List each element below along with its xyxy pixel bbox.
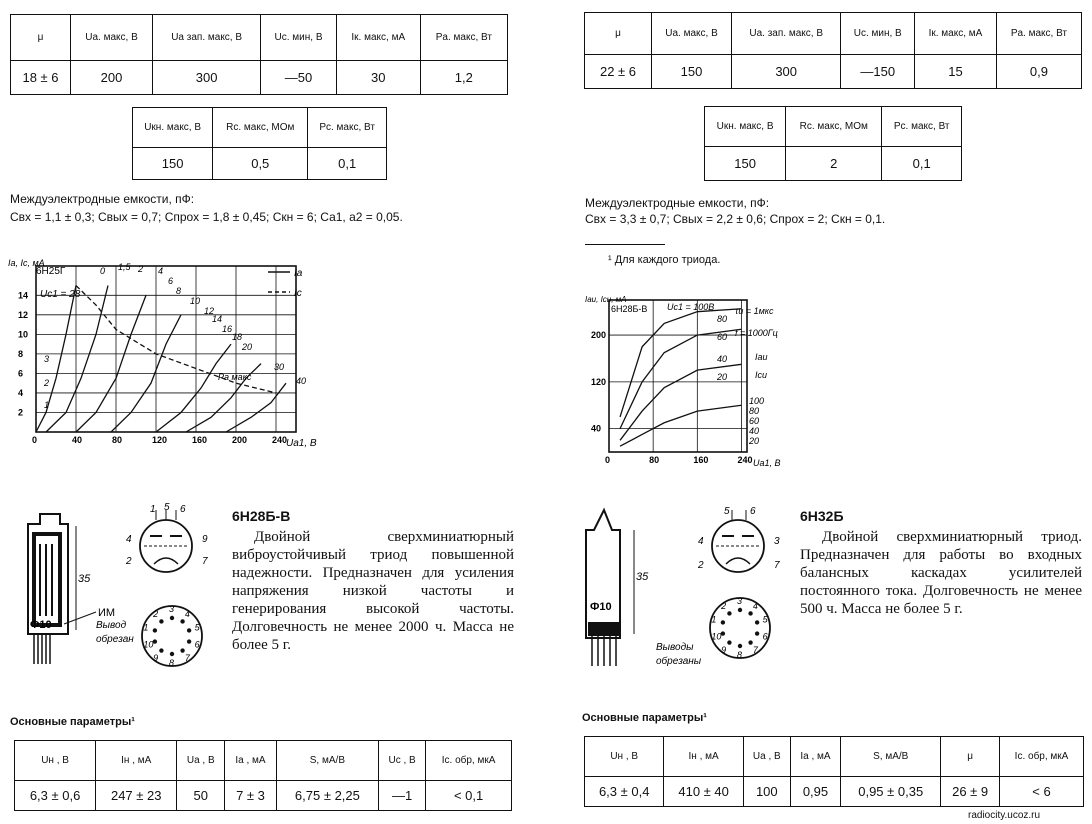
header-cell: μ [11, 15, 71, 61]
value-cell: 150 [133, 148, 213, 180]
curve-label: 1,5 [118, 262, 131, 272]
series-line [620, 405, 741, 446]
pin-label: 9 [202, 534, 208, 545]
y-tick-label: 2 [18, 407, 24, 418]
pin-dot [180, 619, 184, 623]
pin-number: 4 [752, 601, 758, 612]
header-cell: S, мА/В [841, 737, 941, 777]
y-tick-label: 10 [18, 329, 29, 340]
value-cell: 26 ± 9 [941, 777, 1000, 807]
header-cell: Pс. макс, Вт [308, 108, 387, 148]
curve-label: 0 [100, 266, 106, 276]
chart-xlabel: Uа1, В [753, 458, 781, 468]
diameter-dimension: Ф10 [30, 619, 52, 631]
curve-label: 4 [158, 266, 164, 276]
pin-dot [187, 639, 191, 643]
y-tick-label: 12 [18, 309, 29, 320]
pin-label: 4 [698, 536, 704, 547]
header-cell: Pа. макс, Вт [996, 13, 1081, 55]
header-cell: Iн , мА [96, 741, 177, 781]
capacitance-formula: Свх = 3,3 ± 0,7; Свых = 2,2 ± 0,6; Спрох = 2; Скн = 0,1. [585, 212, 886, 226]
pin-number: 8 [737, 650, 743, 660]
pin-dot [170, 616, 174, 620]
x-tick-label: 200 [232, 435, 248, 445]
value-cell: 15 [915, 55, 997, 89]
pin-number: 1 [143, 622, 149, 633]
value-cell: 150 [652, 55, 732, 89]
right-grid-table [704, 106, 962, 181]
header-cell: Iн , мА [664, 737, 743, 777]
tube-name-right: 6Н32Б [800, 508, 844, 524]
curve-label: 60 [717, 332, 728, 342]
pin-dot [153, 628, 157, 632]
curve-label: 10 [190, 296, 201, 306]
pin-number: 2 [153, 609, 159, 620]
x-tick-label: 160 [192, 435, 208, 445]
value-cell: 100 [743, 777, 790, 807]
pin-number: 7 [752, 644, 758, 655]
x-tick-label: 80 [649, 455, 660, 465]
x-tick-label: 0 [605, 455, 611, 465]
curve-label: 20 [717, 372, 728, 382]
header-cell: μ [585, 13, 652, 55]
series-line [156, 344, 231, 432]
pin-label: 6 [180, 504, 186, 515]
header-cell: Uкн. макс, В [133, 108, 213, 148]
value-cell: 247 ± 23 [96, 781, 177, 811]
pin-dot [755, 631, 759, 635]
curve-label: 8 [176, 286, 182, 296]
curve-label: 2 [138, 264, 144, 274]
curve-label: 40 [717, 354, 728, 364]
right-limits-table [584, 12, 1082, 89]
footnote: ¹ Для каждого триода. [608, 254, 721, 266]
pin-dot [727, 640, 731, 644]
height-dimension: 35 [78, 573, 91, 585]
chart-param: τи = 1мкс [735, 306, 774, 316]
curve-label: 40 [296, 376, 307, 386]
value-cell: 0,9 [996, 55, 1081, 89]
pin-number: 7 [184, 652, 190, 663]
y-tick-label: 8 [18, 348, 24, 359]
pin-number: 5 [762, 614, 768, 625]
value-cell: 410 ± 40 [664, 777, 743, 807]
legend-item: Iси [755, 370, 768, 380]
x-tick-label: 40 [72, 435, 83, 445]
value-cell: 0,95 [790, 777, 840, 807]
pin-dot [187, 628, 191, 632]
curve-label: 18 [232, 332, 243, 342]
value-cell: 18 ± 6 [11, 61, 71, 95]
header-cell: Iа , мА [225, 741, 277, 781]
pin-number: 9 [721, 644, 727, 655]
pin-label: 7 [774, 560, 780, 571]
pin-number: 10 [711, 631, 722, 642]
chart-xlabel: Uа1, В [286, 438, 317, 449]
pin-label: 5 [164, 502, 170, 513]
chart-param: Uс1 = 100В [667, 302, 715, 312]
capacitance-label: Междуэлектродные емкости, пФ: [10, 192, 195, 206]
header-cell: Rс. макс, МОм [213, 108, 308, 148]
pin-dot [159, 619, 163, 623]
pin-number: 5 [194, 622, 200, 633]
diameter-dimension: Ф10 [590, 601, 612, 613]
curve-label: 30 [274, 362, 285, 372]
header-cell: Uс. мин, В [261, 15, 337, 61]
chart-param-label: Uс1 = 28 [40, 289, 81, 300]
legend-item: Iаи [755, 352, 768, 362]
value-cell: —150 [841, 55, 915, 89]
header-cell: Uн , В [585, 737, 664, 777]
pin-number: 1 [711, 614, 717, 625]
pin-dot [738, 644, 742, 648]
curve-label: 60 [749, 416, 760, 426]
pin-number: 4 [184, 609, 190, 620]
pin-dot [748, 611, 752, 615]
chart-grid [591, 300, 753, 465]
curve-label: 3 [44, 354, 50, 364]
curve-label: 80 [717, 314, 728, 324]
marker-label: ИМ [98, 607, 116, 619]
curve-label: 100 [749, 396, 765, 406]
pin-number: 3 [737, 596, 743, 606]
chart-title: 6Н25Г [36, 266, 66, 277]
lead-note: обрезан [96, 634, 134, 645]
x-tick-label: 240 [272, 435, 288, 445]
pin-number: 3 [169, 604, 175, 614]
x-tick-label: 0 [32, 435, 38, 445]
value-cell: 50 [177, 781, 225, 811]
pin-label: 2 [126, 556, 132, 567]
tube-name-left: 6Н28Б-В [232, 508, 291, 524]
chart-title: 6Н28Б-В [611, 304, 648, 314]
y-tick-label: 14 [18, 290, 29, 301]
header-cell: Iс. обр, мкА [426, 741, 512, 781]
header-cell: Iс. обр, мкА [1000, 737, 1084, 777]
value-cell: 6,3 ± 0,4 [585, 777, 664, 807]
value-cell: 0,5 [213, 148, 308, 180]
curve-label: 20 [242, 342, 253, 352]
y-tick-label: 40 [591, 423, 602, 434]
y-tick-label: 200 [591, 330, 607, 341]
value-cell: 2 [786, 147, 882, 181]
lead-note: Выводы [656, 642, 694, 653]
value-cell: 1,2 [420, 61, 507, 95]
header-cell: Uа. зап. макс, В [732, 13, 841, 55]
header-cell: Iк. макс, мА [336, 15, 420, 61]
series-line [36, 286, 76, 432]
pin-dot [721, 620, 725, 624]
header-cell: Pа. макс, Вт [420, 15, 507, 61]
header-cell: Uа зап. макс, В [153, 15, 261, 61]
watermark: radiocity.ucoz.ru [968, 810, 1041, 821]
pin-label: 4 [126, 534, 132, 545]
right-params-table [584, 736, 1084, 807]
value-cell: 7 ± 3 [225, 781, 277, 811]
pin-dot [738, 608, 742, 612]
value-cell: 0,1 [882, 147, 962, 181]
value-cell: 0,95 ± 0,35 [841, 777, 941, 807]
pin-label: 6 [750, 506, 756, 517]
pin-dot [727, 611, 731, 615]
anode-characteristics-chart-left [8, 252, 328, 452]
header-cell: Uкн. макс, В [705, 107, 786, 147]
curve-label: 6 [168, 276, 174, 286]
header-cell: Iа , мА [790, 737, 840, 777]
header-cell: S, мА/В [276, 741, 378, 781]
value-cell: 200 [71, 61, 153, 95]
tube-description-left: Двойной сверхминиатюрный виброустойчивый триод повышенной надежности. Предназначен для усиления напряжения низкой частоты и генерирования высокой частоты. Долговечность не менее 2000 ч. Масса не более 5 г. [232, 529, 514, 653]
header-cell: Uа , В [743, 737, 790, 777]
chart-series [36, 286, 286, 432]
curve-label: 20 [749, 436, 760, 446]
y-tick-label: 6 [18, 368, 24, 379]
series-line [46, 286, 108, 432]
header-cell: Uс , В [379, 741, 426, 781]
value-cell: 150 [705, 147, 786, 181]
pin-label: 3 [774, 536, 780, 547]
chart-legend [268, 268, 303, 299]
value-cell: 300 [153, 61, 261, 95]
pulse-characteristics-chart-right [585, 290, 790, 470]
curve-label: 14 [212, 314, 223, 324]
header-cell: Uа. макс, В [652, 13, 732, 55]
x-tick-label: 120 [152, 435, 168, 445]
tube-description-right: Двойной сверхминиатюрный триод. Предназначен для работы во входных балансных каскадах усилителей постоянного тока. Долговечность не менее 500 ч. Масса не более 5 г. [800, 529, 1082, 617]
curve-label: 16 [222, 324, 233, 334]
left-limits-table [10, 14, 508, 95]
header-cell: μ [941, 737, 1000, 777]
x-tick-label: 240 [737, 455, 753, 465]
params-title-right: Основные параметры¹ [582, 712, 707, 724]
left-grid-table [132, 107, 387, 180]
header-cell: Rс. макс, МОм [786, 107, 882, 147]
series-line [226, 383, 286, 432]
value-cell: 0,1 [308, 148, 387, 180]
value-cell: 30 [336, 61, 420, 95]
header-cell: Uн , В [15, 741, 96, 781]
pinout-diagram-right [656, 502, 790, 672]
value-cell: —1 [379, 781, 426, 811]
height-dimension: 35 [636, 571, 649, 583]
pin-label: 7 [202, 556, 208, 567]
pin-number: 9 [153, 652, 159, 663]
tube-outline-drawing-right [582, 504, 662, 674]
y-tick-label: 4 [18, 387, 24, 398]
value-cell: < 6 [1000, 777, 1084, 807]
value-cell: 300 [732, 55, 841, 89]
value-cell: 6,75 ± 2,25 [276, 781, 378, 811]
left-params-table [14, 740, 512, 811]
header-cell: Pс. макс, Вт [882, 107, 962, 147]
header-cell: Uа , В [177, 741, 225, 781]
curve-label: 12 [204, 306, 215, 316]
chart-param: f = 1000Гц [735, 328, 778, 338]
y-tick-label: 120 [591, 376, 607, 387]
footnote-rule [585, 244, 665, 245]
curve-label: 40 [749, 426, 760, 436]
pin-dot [755, 620, 759, 624]
pin-label: 5 [724, 506, 730, 517]
header-cell: Uс. мин, В [841, 13, 915, 55]
pin-number: 8 [169, 658, 175, 668]
pin-number: 2 [721, 601, 727, 612]
capacitance-formula: Свх = 1,1 ± 0,3; Свых = 0,7; Спрох = 1,8 ± 0,45; Скн = 6; Са1, а2 = 0,05. [10, 210, 403, 224]
value-cell: 6,3 ± 0,6 [15, 781, 96, 811]
chart-ylabel: Iа, Iс, мА [8, 258, 45, 268]
lead-note: обрезаны [656, 656, 702, 667]
x-tick-label: 160 [693, 455, 709, 465]
pin-number: 10 [143, 639, 154, 650]
value-cell: —50 [261, 61, 337, 95]
legend-item: Iс [294, 288, 302, 299]
pin-dot [170, 652, 174, 656]
pin-number: 6 [762, 631, 768, 642]
params-title-left: Основные параметры¹ [10, 716, 135, 728]
value-cell: < 0,1 [426, 781, 512, 811]
curve-label: 1 [44, 400, 50, 410]
chart-ylabel: Iаи, Iси, мА [585, 295, 627, 304]
pin-label: 1 [150, 504, 156, 515]
chart-annotation: Pа макс [218, 372, 252, 382]
header-cell: Uа. макс, В [71, 15, 153, 61]
legend-item: Iа [294, 268, 303, 279]
lead-note: Вывод [96, 620, 127, 631]
pin-label: 2 [698, 560, 704, 571]
curve-label: 2 [44, 378, 50, 388]
x-tick-label: 80 [112, 435, 123, 445]
header-cell: Iк. макс, мА [915, 13, 997, 55]
pin-dot [159, 648, 163, 652]
pin-number: 6 [194, 639, 200, 650]
capacitance-label: Междуэлектродные емкости, пФ: [585, 196, 770, 210]
value-cell: 22 ± 6 [585, 55, 652, 89]
tube-outline-drawing-left [14, 504, 124, 674]
curve-label: 80 [749, 406, 760, 416]
